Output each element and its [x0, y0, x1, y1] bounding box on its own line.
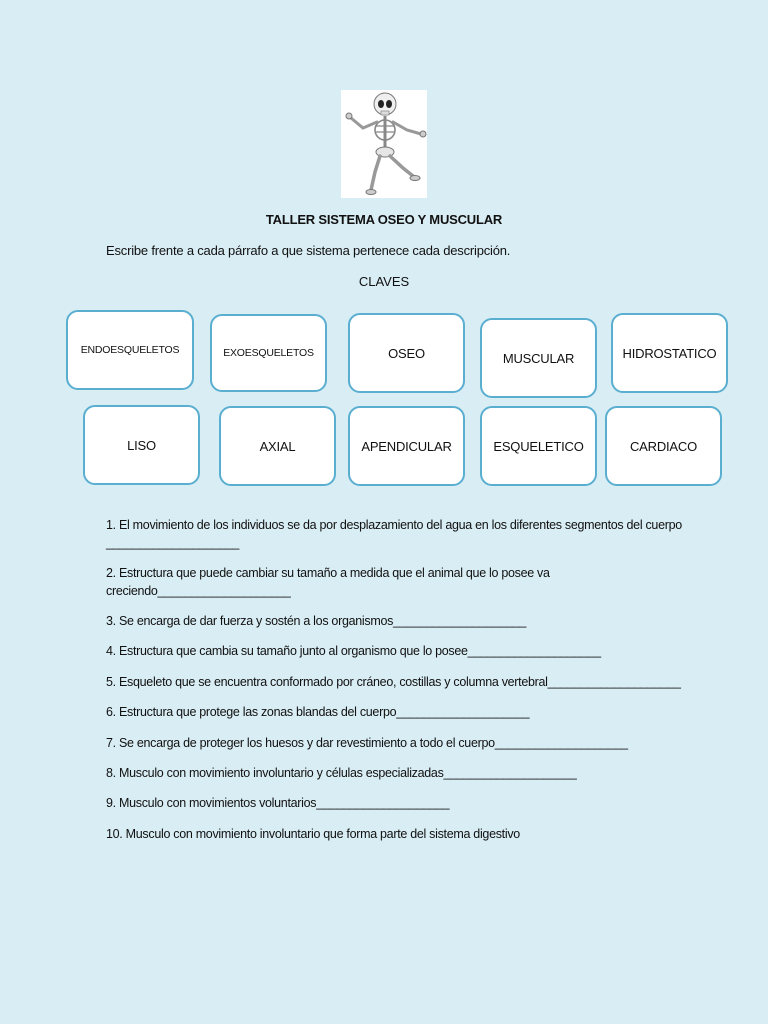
skeleton-icon [341, 90, 427, 198]
question-3[interactable]: 3. Se encarga de dar fuerza y sostén a los organismos____________________ [106, 614, 527, 628]
question-4[interactable]: 4. Estructura que cambia su tamaño junto al organismo que lo posee____________________ [106, 644, 601, 658]
question-1-text: 1. El movimiento de los individuos se da por desplazamiento del agua en los diferentes segmentos del cuerpo [106, 518, 682, 532]
key-oseo: OSEO [348, 313, 465, 393]
key-cardiaco: CARDIACO [605, 406, 722, 486]
question-8[interactable]: 8. Musculo con movimiento involuntario y células especializadas____________________ [106, 766, 577, 780]
question-1 [106, 516, 682, 552]
key-hidrostatico: HIDROSTATICO [611, 313, 728, 393]
key-liso: LISO [83, 405, 200, 485]
question-6[interactable]: 6. Estructura que protege las zonas blandas del cuerpo____________________ [106, 705, 530, 719]
question-9[interactable]: 9. Musculo con movimientos voluntarios____________________ [106, 796, 450, 810]
question-7[interactable]: 7. Se encarga de proteger los huesos y dar revestimiento a todo el cuerpo____________________ [106, 736, 628, 750]
question-1-answer-line[interactable]: ____________________ [106, 536, 240, 550]
key-apendicular: APENDICULAR [348, 406, 465, 486]
key-muscular: MUSCULAR [480, 318, 597, 398]
key-exoesqueletos: EXOESQUELETOS [210, 314, 327, 392]
question-10[interactable]: 10. Musculo con movimiento involuntario que forma parte del sistema digestivo [106, 827, 520, 841]
question-2-text: 2. Estructura que puede cambiar su tamaño a medida que el animal que lo posee va [106, 566, 550, 580]
page-title: TALLER SISTEMA OSEO Y MUSCULAR [265, 212, 503, 227]
instruction-text: Escribe frente a cada párrafo a que sistema pertenece cada descripción. [106, 243, 511, 258]
key-axial: AXIAL [219, 406, 336, 486]
skeleton-illustration [341, 90, 427, 198]
question-2 [106, 564, 550, 600]
key-esqueletico: ESQUELETICO [480, 406, 597, 486]
claves-label: CLAVES [358, 274, 410, 289]
question-5[interactable]: 5. Esqueleto que se encuentra conformado por cráneo, costillas y columna vertebral____________________ [106, 675, 681, 689]
key-endoesqueletos: ENDOESQUELETOS [66, 310, 194, 390]
question-2-answer-line[interactable]: creciendo____________________ [106, 584, 291, 598]
